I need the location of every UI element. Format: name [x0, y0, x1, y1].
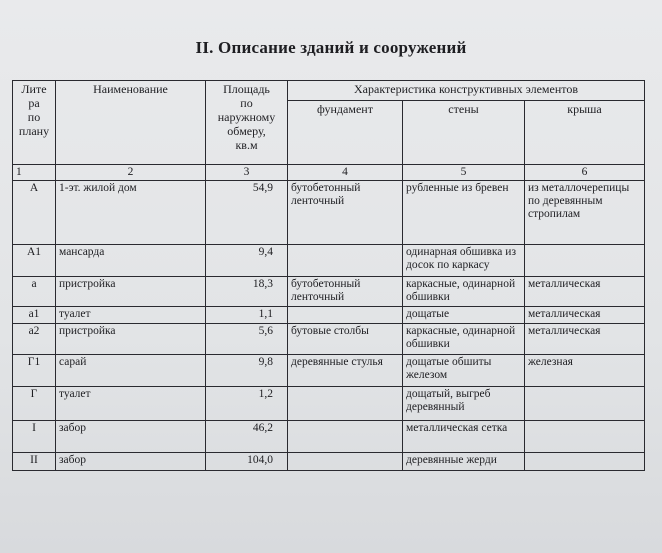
cell-name: забор — [56, 421, 206, 453]
cell-roof: железная — [525, 355, 645, 387]
cell-walls: дощатые обшиты железом — [403, 355, 525, 387]
header-characteristics: Характеристика конструктивных элементов — [288, 81, 645, 101]
cell-name: пристройка — [56, 324, 206, 355]
cell-litera: I — [13, 421, 56, 453]
cell-roof: металлическая — [525, 324, 645, 355]
cell-area: 104,0 — [206, 453, 288, 471]
table-row — [13, 355, 645, 387]
table-row — [13, 277, 645, 307]
cell-litera: а2 — [13, 324, 56, 355]
cell-walls: одинарная обшивка из досок по каркасу — [403, 245, 525, 277]
cell-walls: рубленные из бревен — [403, 181, 525, 245]
cell-foundation — [288, 453, 403, 471]
cell-foundation: бутобетонный ленточный — [288, 181, 403, 245]
cell-walls: металлическая сетка — [403, 421, 525, 453]
cell-roof — [525, 453, 645, 471]
cell-name: туалет — [56, 387, 206, 421]
cell-walls: дощатые — [403, 307, 525, 324]
cell-litera: Г — [13, 387, 56, 421]
buildings-table — [12, 80, 645, 471]
table-row — [13, 181, 645, 245]
column-number: 4 — [288, 165, 403, 181]
cell-roof — [525, 421, 645, 453]
cell-foundation — [288, 421, 403, 453]
table-row — [13, 245, 645, 277]
cell-litera: а — [13, 277, 56, 307]
column-number: 1 — [13, 165, 56, 181]
table-row — [13, 307, 645, 324]
cell-area: 46,2 — [206, 421, 288, 453]
cell-roof: из металлочерепицы по деревянным стропилам — [525, 181, 645, 245]
cell-foundation: деревянные стулья — [288, 355, 403, 387]
cell-roof — [525, 245, 645, 277]
table-row — [13, 453, 645, 471]
cell-area: 5,6 — [206, 324, 288, 355]
cell-area: 1,2 — [206, 387, 288, 421]
header-area: Площадь по наружному обмеру, кв.м — [206, 81, 288, 165]
cell-foundation — [288, 307, 403, 324]
cell-area: 9,8 — [206, 355, 288, 387]
cell-roof: металлическая — [525, 307, 645, 324]
cell-walls: деревянные жерди — [403, 453, 525, 471]
cell-litera: А — [13, 181, 56, 245]
header-roof: крыша — [525, 101, 645, 165]
cell-walls: каркасные, одинарной обшивки — [403, 324, 525, 355]
header-walls: стены — [403, 101, 525, 165]
cell-foundation: бутовые столбы — [288, 324, 403, 355]
column-number: 3 — [206, 165, 288, 181]
cell-name: мансарда — [56, 245, 206, 277]
cell-foundation: бутобетонный ленточный — [288, 277, 403, 307]
cell-name: забор — [56, 453, 206, 471]
cell-name: 1-эт. жилой дом — [56, 181, 206, 245]
cell-area: 1,1 — [206, 307, 288, 324]
cell-roof: металлическая — [525, 277, 645, 307]
column-number: 5 — [403, 165, 525, 181]
column-number: 6 — [525, 165, 645, 181]
cell-name: туалет — [56, 307, 206, 324]
cell-roof — [525, 387, 645, 421]
cell-area: 54,9 — [206, 181, 288, 245]
cell-litera: Г1 — [13, 355, 56, 387]
cell-foundation — [288, 387, 403, 421]
table-row — [13, 387, 645, 421]
column-number: 2 — [56, 165, 206, 181]
table-row — [13, 421, 645, 453]
header-litera: Лите ра по плану — [13, 81, 56, 165]
cell-name: пристройка — [56, 277, 206, 307]
cell-litera: А1 — [13, 245, 56, 277]
table-row — [13, 324, 645, 355]
cell-walls: дощатый, выгреб деревянный — [403, 387, 525, 421]
header-foundation: фундамент — [288, 101, 403, 165]
cell-litera: а1 — [13, 307, 56, 324]
cell-area: 18,3 — [206, 277, 288, 307]
cell-area: 9,4 — [206, 245, 288, 277]
cell-walls: каркасные, одинарной обшивки — [403, 277, 525, 307]
cell-foundation — [288, 245, 403, 277]
cell-name: сарай — [56, 355, 206, 387]
cell-litera: II — [13, 453, 56, 471]
header-row — [13, 81, 645, 101]
header-name: Наименование — [56, 81, 206, 165]
page-title: II. Описание зданий и сооружений — [195, 38, 467, 57]
column-number-row — [13, 165, 645, 181]
